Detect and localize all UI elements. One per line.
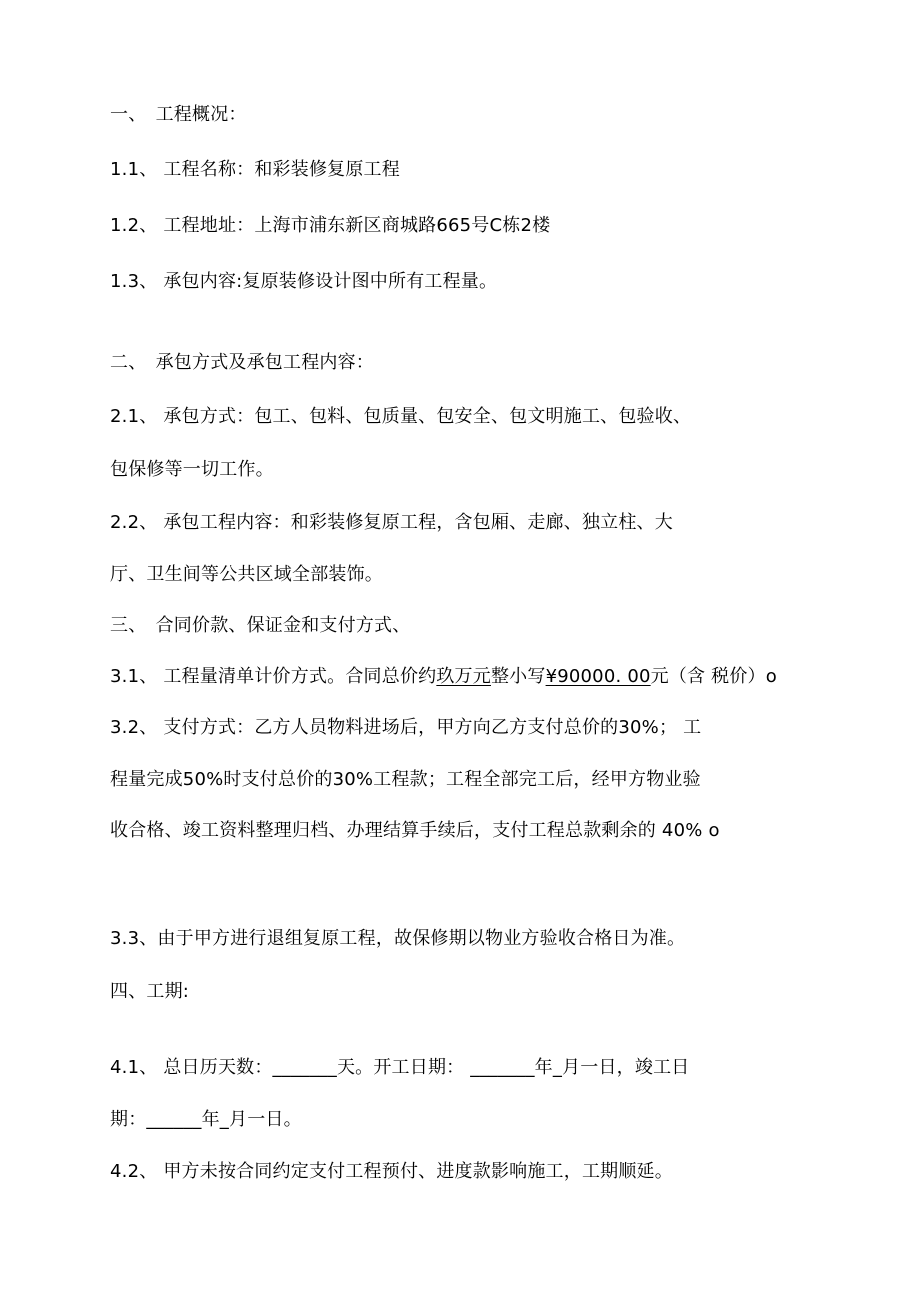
item-2-1-cont: 包保修等一切工作。 (110, 459, 274, 480)
item-4-1: 4.1、 总日历天数：_______天。开工日期： _______年_月一日，竣工日 (110, 1057, 690, 1078)
item-3-2: 3.2、 支付方式：乙方人员物料进场后，甲方向乙方支付总价的30%； 工 (110, 717, 702, 738)
item-2-1: 2.1、 承包方式：包工、包料、包质量、包安全、包文明施工、包验收、 (110, 406, 692, 427)
amount-chinese: 玖万元 (436, 666, 491, 687)
item-4-1-cont: 期：______年_月一日。 (110, 1109, 302, 1130)
section-heading-4: 四、工期: (110, 981, 190, 1002)
section-heading-1: 一、 工程概况： (110, 104, 247, 125)
item-3-1 (110, 665, 777, 689)
item-3-2-cont-2: 收合格、竣工资料整理归档、办理结算手续后，支付工程总款剩余的 40% o (110, 820, 720, 841)
item-1-1: 1.1、 工程名称：和彩装修复原工程 (110, 159, 400, 180)
section-heading-2: 二、 承包方式及承包工程内容： (110, 352, 374, 373)
item-3-3: 3.3、由于甲方进行退组复原工程，故保修期以物业方验收合格日为准。 (110, 928, 686, 949)
section-heading-3: 三、 合同价款、保证金和支付方式、 (110, 615, 411, 636)
item-2-2-cont: 厅、卫生间等公共区域全部装饰。 (110, 564, 383, 585)
item-3-1-middle: 整小写 (490, 666, 546, 687)
item-2-2: 2.2、 承包工程内容：和彩装修复原工程，含包厢、走廊、独立柱、大 (110, 512, 673, 533)
amount-number: ¥90000. 00 (545, 666, 651, 687)
item-3-1-suffix: 元（含 税价）o (650, 666, 777, 687)
item-1-2: 1.2、 工程地址：上海市浦东新区商城路665号C栋2楼 (110, 215, 551, 236)
item-1-3: 1.3、 承包内容:复原装修设计图中所有工程量。 (110, 271, 498, 292)
item-3-1-prefix: 3.1、 工程量清单计价方式。合同总价约 (110, 666, 437, 687)
item-3-2-cont-1: 程量完成50%时支付总价的30%工程款；工程全部完工后，经甲方物业验 (110, 769, 701, 790)
item-4-2: 4.2、 甲方未按合同约定支付工程预付、进度款影响施工，工期顺延。 (110, 1161, 673, 1182)
